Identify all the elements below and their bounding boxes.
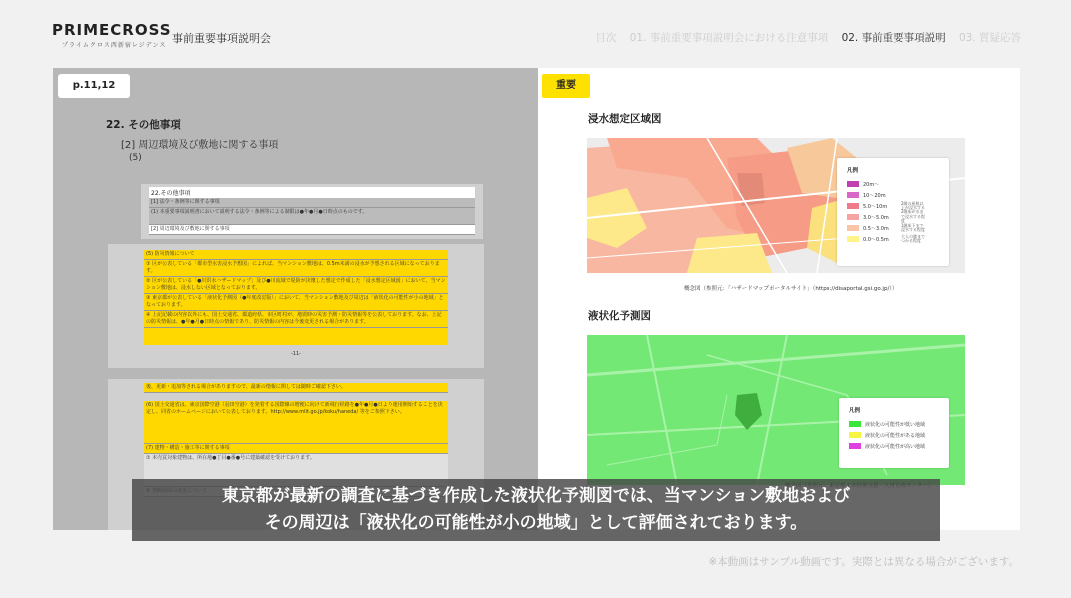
liquefaction-map	[587, 335, 965, 485]
doc-excerpt-1	[141, 184, 483, 239]
flood-map	[587, 138, 965, 273]
doc-excerpt-1-header: 22.その他事項	[149, 187, 475, 198]
flood-legend-item: 3.0～5.0m 2階床が水まで浸水する程度	[847, 213, 949, 221]
logo	[52, 22, 172, 49]
doc-row: ① 本売買対象建物は、所在地●丁目●番●号に建築確認を受けております。	[144, 454, 448, 487]
doc-page-number: -11-	[291, 351, 301, 357]
doc-row: (6) 国土交通省は、東京国際空港（羽田空港）を発着する国際線の増便に向けて新飛行経路を●年●月●日より運用開始することを決定し、同省のホームページにおいて公表しております。http://www.mlit.go.jp/koku/haneda/ 等をご参照下さい。	[144, 401, 448, 444]
page-title: 事前重要事項説明会	[172, 32, 271, 45]
video-subtitle	[132, 479, 940, 541]
liquefaction-legend-title: 凡例	[849, 408, 861, 414]
liquefaction-legend-item: 液状化の可能性が低い地域	[849, 420, 949, 428]
doc-row: [1] 法令・条例等に関する事項	[149, 198, 475, 208]
nav-item-toc[interactable]: 目次	[595, 32, 617, 44]
flood-legend-item: 10～20m	[847, 191, 949, 199]
document-panel	[53, 68, 538, 530]
section-number: (5)	[129, 153, 142, 163]
doc-row: ① 区が公表している「都市型水害浸水予想図」によれば、当マンション敷地は、0.5m未満の浸水が予想される区域になっております。	[144, 260, 448, 277]
section-title: 22. その他事項	[106, 119, 181, 131]
doc-row: 後、更新・追加等される場合がありますので、最新の情報に関しては随時ご確認下さい。	[144, 383, 448, 393]
logo-sub: プライムクロス西新宿レジデンス	[62, 42, 167, 49]
important-badge: 重要	[542, 74, 590, 98]
doc-row: (5) 防災情報について	[144, 250, 448, 260]
doc-row: ④ 上記記載の内容以外にも、国土交通省、都道府県、市区町村が、地震時の災害予測・防災情報等を公表しております。なお、上記の防災情報は、●年●月●日時点の情報であり、防災情報の内容は今後変更される場合があります。	[144, 311, 448, 328]
map-panel	[538, 68, 1020, 530]
top-nav	[585, 30, 1021, 45]
doc-row: ② 区が公表している「●川洪水ハザードマップ」及び●川流域で堤防が決壊した想定で作成した「浸水想定区域図」において、当マンション敷地は、浸水しない区域となっております。	[144, 277, 448, 294]
doc-row: ③ 東京都が公表している「液状化予測図（●年度改訂版）」において、当マンション敷地及び周辺は「液状化の可能性が小の地域」となっております。	[144, 294, 448, 311]
page-reference: p.11,12	[58, 74, 130, 98]
doc-excerpt-2	[108, 244, 484, 368]
flood-legend-title: 凡例	[847, 168, 859, 174]
liquefaction-legend-item: 液状化の可能性が高い地域	[849, 442, 949, 450]
flood-legend-item: 20m～	[847, 180, 949, 188]
nav-item-01[interactable]: 01. 事前重要事項説明会における注意事項	[629, 32, 829, 44]
sample-disclaimer: ※本動画はサンプル動画です。実際とは異なる場合がございます。	[708, 556, 1019, 568]
doc-row: [2] 周辺環境及び敷地に関する事項	[149, 225, 475, 235]
liquefaction-map-title: 液状化予測図	[588, 310, 651, 322]
doc-row: (1) 本重要事項説明書において説明する法令・条例等による制限は●年●月●日時点のものです。	[149, 208, 475, 225]
flood-legend-item: 5.0～10m 2階の屋根以上が浸水する	[847, 202, 949, 210]
flood-legend	[837, 158, 949, 266]
header	[0, 0, 1071, 68]
flood-map-title: 浸水想定区域図	[588, 113, 662, 125]
liquefaction-legend-item: 液状化の可能性がある地域	[849, 431, 949, 439]
logo-main: PRIMECROSS	[52, 21, 172, 39]
flood-map-caption: 概念図（参照元：「ハザードマップポータルサイト」（https://disaportal.gsi.go.jp/））	[684, 286, 898, 292]
subtitle-line-2: その周辺は「液状化の可能性が小の地域」として評価されております。	[264, 513, 808, 533]
section-subtitle: [2] 周辺環境及び敷地に関する事項	[121, 140, 279, 151]
nav-item-02[interactable]: 02. 事前重要事項説明	[841, 32, 946, 44]
flood-legend-item: 0.5～3.0m 1階床下まで浸水する程度	[847, 224, 949, 232]
subtitle-line-1: 東京都が最新の調査に基づき作成した液状化予測図では、当マンション敷地および	[221, 486, 851, 506]
liquefaction-legend	[839, 398, 949, 468]
doc-row: (7) 建物・構造・施工等に関する事項	[144, 444, 448, 454]
nav-item-03[interactable]: 03. 質疑応答	[958, 32, 1021, 44]
flood-legend-item: 0.0～0.5m 大人の膝までつかる程度	[847, 235, 949, 243]
